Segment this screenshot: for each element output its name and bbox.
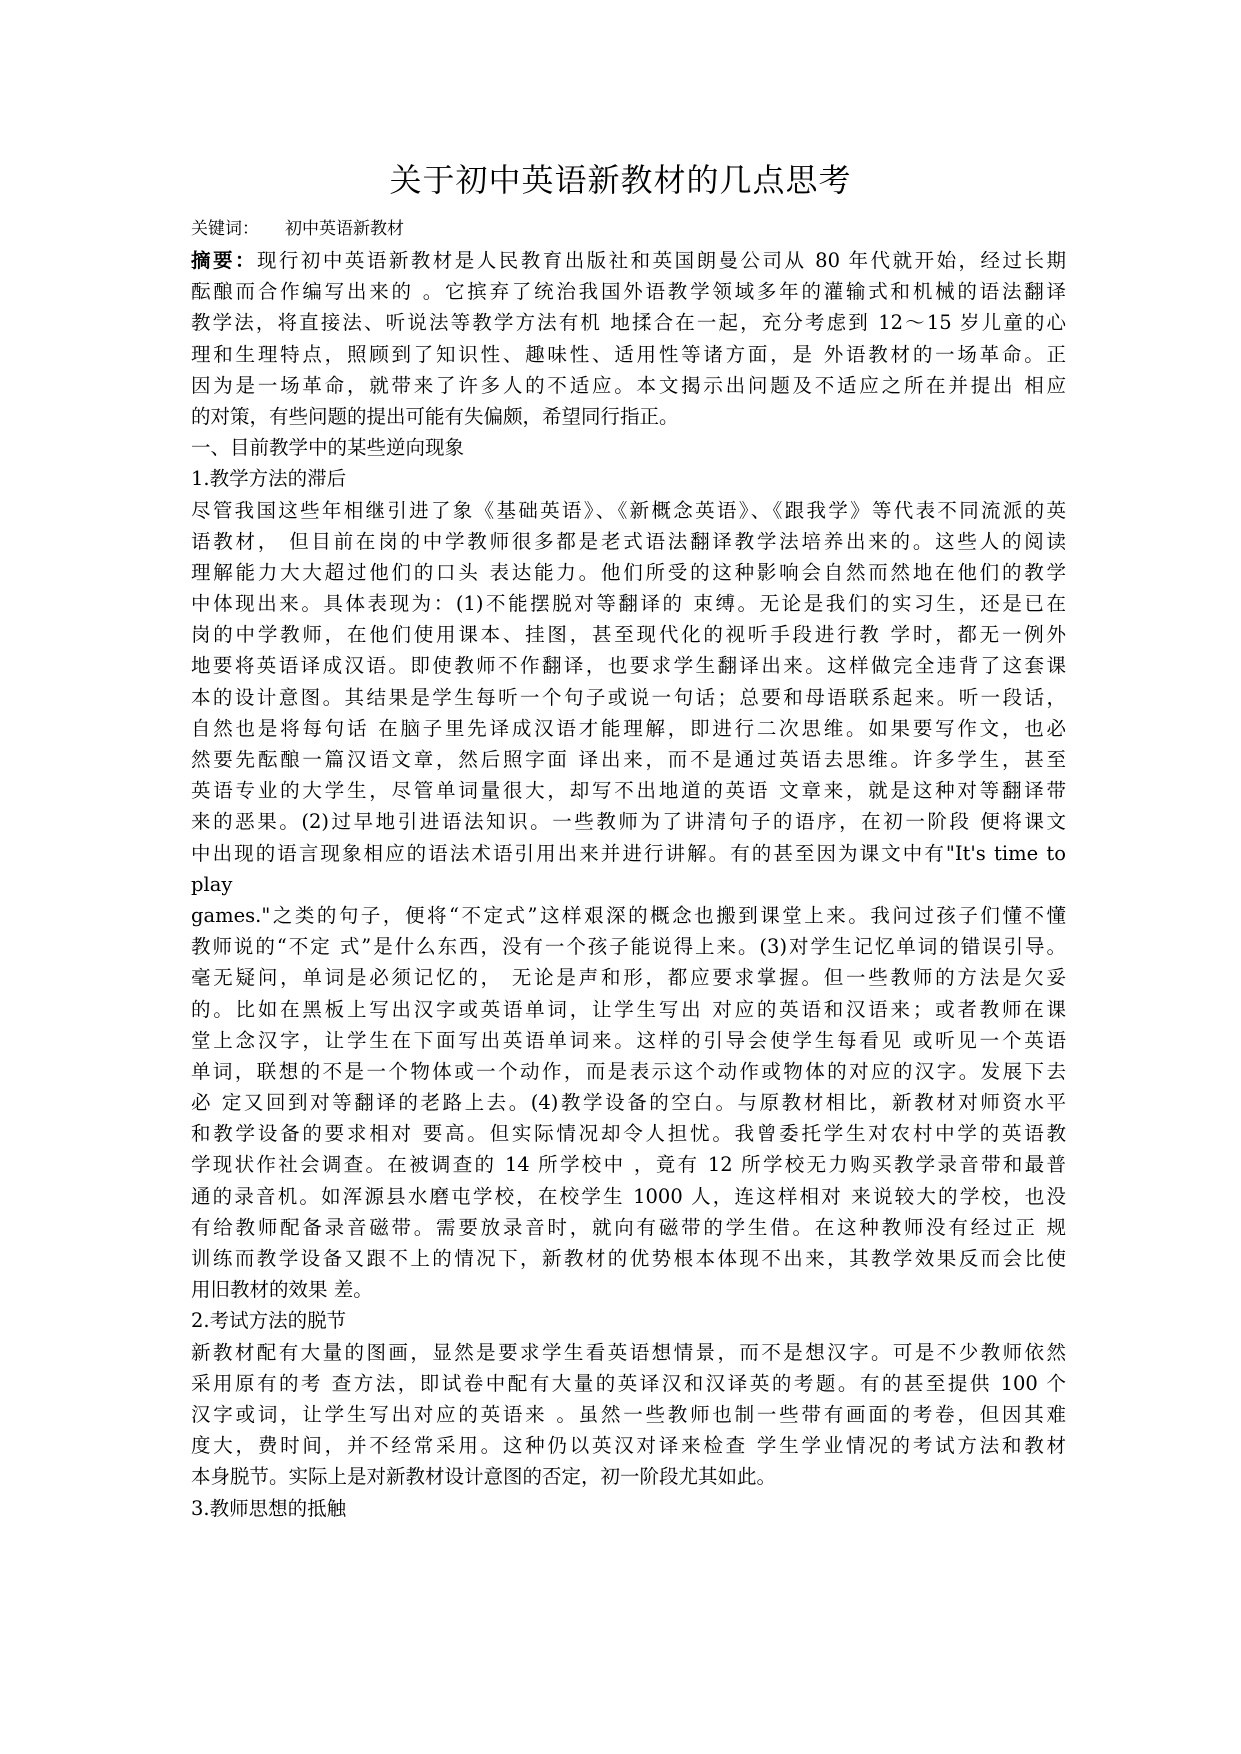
paragraph-line: 堂上念汉字，让学生在下面写出英语单词来。这样的引导会使学生每看见 或听见一个英语 — [191, 1028, 1066, 1052]
subsection-heading: 1.教学方法的滞后 — [191, 467, 347, 491]
section-heading: 一、目前教学中的某些逆向现象 — [191, 436, 465, 460]
paragraph-line: 来的恶果。(2)过早地引进语法知识。一些教师为了讲清句子的语序，在初一阶段 便将课文 — [191, 810, 1066, 834]
paragraph-line: 中体现出来。具体表现为：(1)不能摆脱对等翻译的 束缚。无论是我们的实习生，还是已在 — [191, 592, 1066, 616]
paragraph-line: 尽管我国这些年相继引进了象《基础英语》、《新概念英语》、《跟我学》等代表不同流派的英 — [191, 498, 1066, 522]
abstract-line: 教学法，将直接法、听说法等教学方法有机 地揉合在一起，充分考虑到 12～15 岁儿童的心 — [191, 311, 1066, 335]
paragraph-line: 和教学设备的要求相对 要高。但实际情况却令人担忧。我曾委托学生对农村中学的英语教 — [191, 1122, 1066, 1146]
paragraph-line: 通的录音机。如浑源县水磨屯学校，在校学生 1000 人，连这样相对 来说较大的学校，也没 — [191, 1184, 1066, 1208]
paragraph-line: 学现状作社会调查。在被调查的 14 所学校中 ，竟有 12 所学校无力购买教学录音带和最普 — [191, 1153, 1066, 1177]
paragraph-line: 有给教师配备录音磁带。需要放录音时，就向有磁带的学生借。在这种教师没有经过正 规 — [191, 1215, 1066, 1239]
abstract-line: 酝酿而合作编写出来的 。它摈弃了统治我国外语教学领域多年的灌输式和机械的语法翻译 — [191, 280, 1066, 304]
paragraph-line: 语教材， 但目前在岗的中学教师很多都是老式语法翻译教学法培养出来的。这些人的阅读 — [191, 529, 1066, 553]
paragraph-line: 本身脱节。实际上是对新教材设计意图的否定，初一阶段尤其如此。 — [191, 1465, 777, 1489]
paragraph-line: 度大，费时间，并不经常采用。这种仍以英汉对译来检查 学生学业情况的考试方法和教材 — [191, 1434, 1066, 1458]
paragraph-line: 新教材配有大量的图画，显然是要求学生看英语想情景，而不是想汉字。可是不少教师依然 — [191, 1340, 1066, 1364]
paragraph-line: games."之类的句子，便将“不定式”这样艰深的概念也搬到课堂上来。我问过孩子们懂不懂 — [191, 903, 1066, 927]
keywords-label: 关键词： — [191, 219, 259, 239]
paragraph-line: 单词，联想的不是一个物体或一个动作，而是表示这个动作或物体的对应的汉字。发展下去 — [191, 1059, 1066, 1083]
paragraph-line: 采用原有的考 查方法，即试卷中配有大量的英译汉和汉译英的考题。有的甚至提供 100 个 — [191, 1371, 1066, 1395]
paragraph-line: 必 定又回到对等翻译的老路上去。(4)教学设备的空白。与原教材相比，新教材对师资水平 — [191, 1091, 1066, 1115]
abstract-label: 摘要： — [191, 249, 257, 272]
subsection-heading: 3.教师思想的抵触 — [191, 1496, 347, 1520]
paragraph-line: 地要将英语译成汉语。即使教师不作翻译，也要求学生翻译出来。这样做完全违背了这套课 — [191, 654, 1066, 678]
abstract-line: 的对策，有些问题的提出可能有失偏颇，希望同行指正。 — [191, 404, 679, 428]
paragraph-line: 毫无疑问，单词是必须记忆的， 无论是声和形，都应要求掌握。但一些教师的方法是欠妥 — [191, 966, 1066, 990]
abstract-line — [191, 245, 1066, 276]
abstract-line: 理和生理特点，照顾到了知识性、趣味性、适用性等诸方面，是 外语教材的一场革命。正 — [191, 342, 1066, 366]
document-title: 关于初中英语新教材的几点思考 — [389, 161, 852, 199]
abstract-line: 因为是一场革命，就带来了许多人的不适应。本文揭示出问题及不适应之所在并提出 相应 — [191, 373, 1066, 397]
paragraph-line: 自然也是将每句话 在脑子里先译成汉语才能理解，即进行二次思维。如果要写作文，也必 — [191, 716, 1066, 740]
paragraph-line: 用旧教材的效果 差。 — [191, 1278, 373, 1302]
keywords-value: 初中英语新教材 — [285, 219, 404, 239]
paragraph-line: 教师说的“不定 式”是什么东西，没有一个孩子能说得上来。(3)对学生记忆单词的错误引导。 — [191, 935, 1066, 959]
subsection-heading: 2.考试方法的脱节 — [191, 1309, 347, 1333]
document-body — [191, 214, 1066, 1524]
paragraph-line: 中出现的语言现象相应的语法术语引用出来并进行讲解。有的甚至因为课文中有"It's time to — [191, 841, 1066, 865]
paragraph-line: 训练而教学设备又跟不上的情况下，新教材的优势根本体现不出来，其教学效果反而会比使 — [191, 1247, 1066, 1270]
abstract-first-line: 现行初中英语新教材是人民教育出版社和英国朗曼公司从 80 年代就开始，经过长期 — [256, 249, 1066, 272]
paragraph-line: 岗的中学教师，在他们使用课本、挂图，甚至现代化的视听手段进行教 学时，都无一例外 — [191, 623, 1066, 647]
paragraph-line: 英语专业的大学生，尽管单词量很大，却写不出地道的英语 文章来，就是这种对等翻译带 — [191, 779, 1066, 803]
paragraph-line: 理解能力大大超过他们的口头 表达能力。他们所受的这种影响会自然而然地在他们的教学 — [191, 560, 1066, 584]
paragraph-line: 的。比如在黑板上写出汉字或英语单词，让学生写出 对应的英语和汉语来；或者教师在课 — [191, 997, 1066, 1021]
paragraph-line: 汉字或词，让学生写出对应的英语来 。虽然一些教师也制一些带有画面的考卷，但因其难 — [191, 1402, 1066, 1426]
paragraph-line: 本的设计意图。其结果是学生每听一个句子或说一句话；总要和母语联系起来。听一段话， — [191, 685, 1066, 709]
paragraph-line: play — [191, 872, 233, 896]
keywords-line — [191, 214, 1066, 245]
paragraph-line: 然要先酝酿一篇汉语文章，然后照字面 译出来，而不是通过英语去思维。许多学生，甚至 — [191, 748, 1066, 771]
